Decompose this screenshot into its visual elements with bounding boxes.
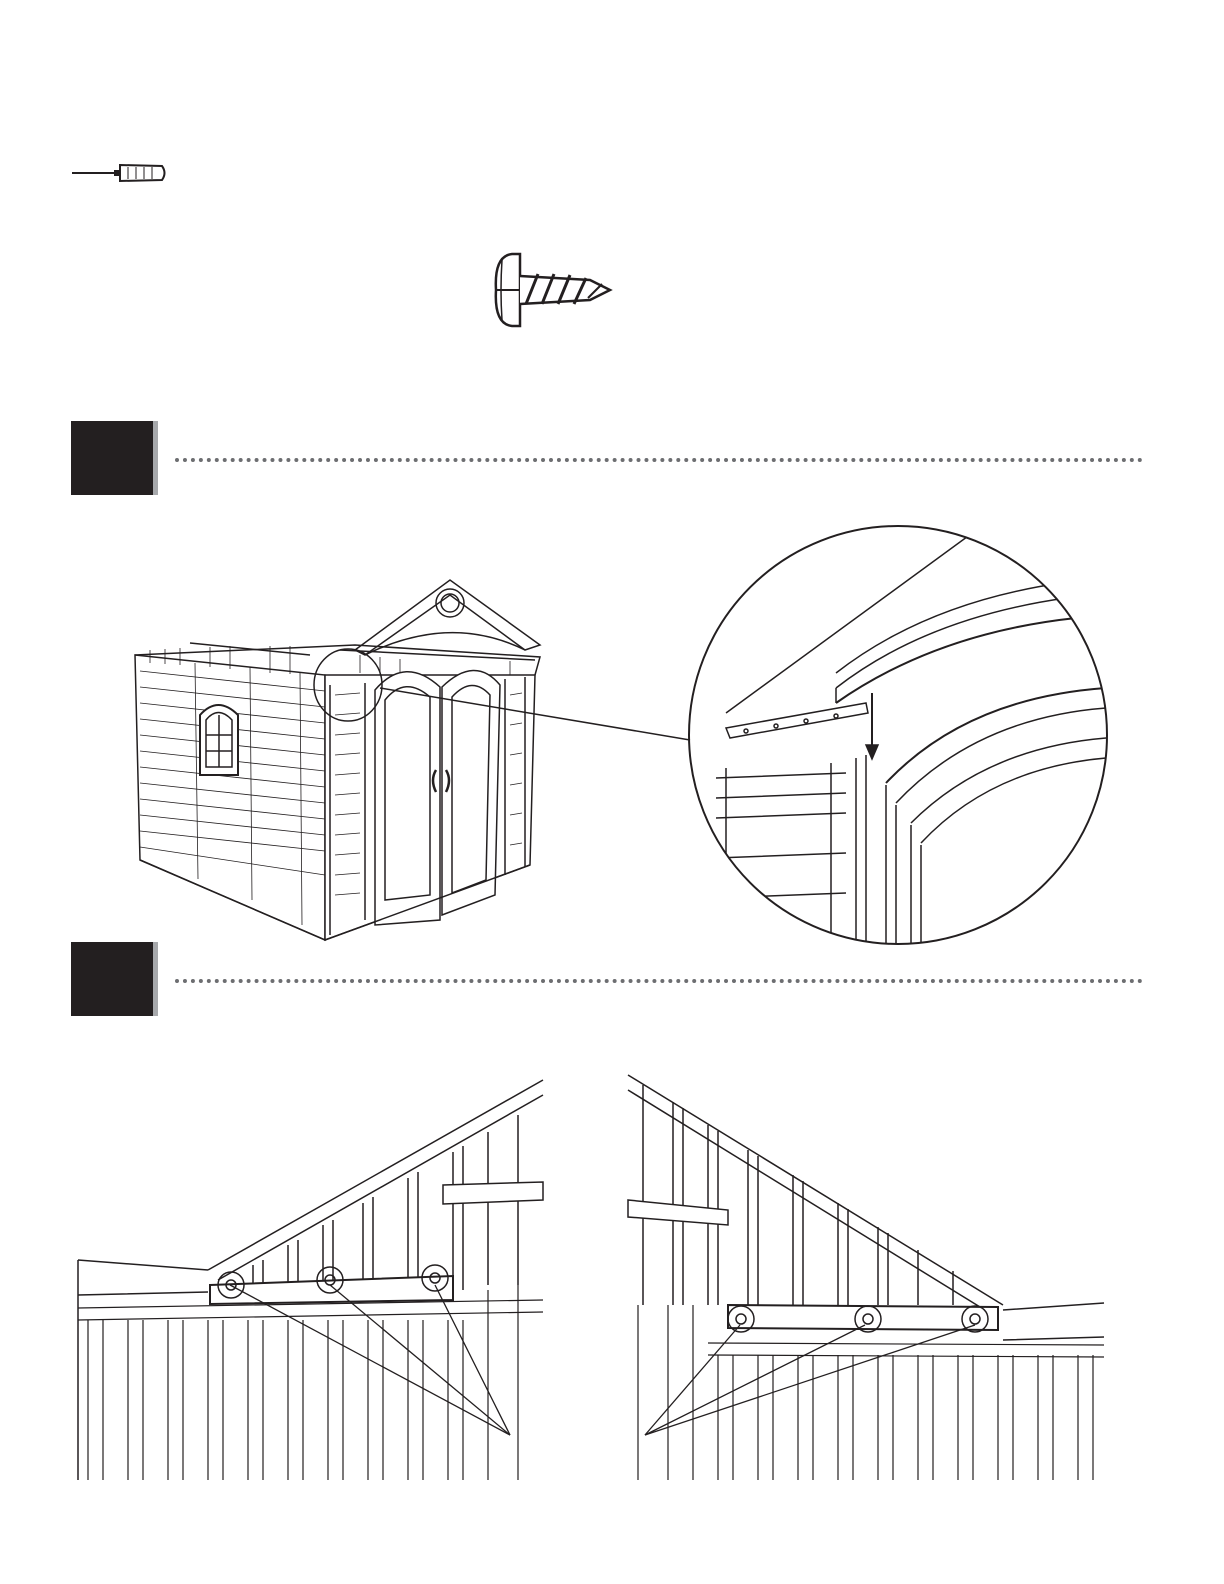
step-1-dotted-rule bbox=[175, 458, 1143, 462]
callout-leader-line bbox=[380, 680, 700, 750]
right-screw-pointer-lines bbox=[640, 1325, 990, 1445]
step-2-marker bbox=[71, 942, 153, 1016]
step-2-dotted-rule bbox=[175, 979, 1143, 983]
left-screw-pointer-lines bbox=[230, 1285, 520, 1445]
shed-overview-illustration bbox=[130, 575, 550, 945]
screwdriver-icon bbox=[70, 160, 170, 186]
screw-icon bbox=[490, 250, 615, 330]
roof-trim-detail-callout bbox=[686, 523, 1110, 947]
step-1-marker bbox=[71, 421, 153, 495]
